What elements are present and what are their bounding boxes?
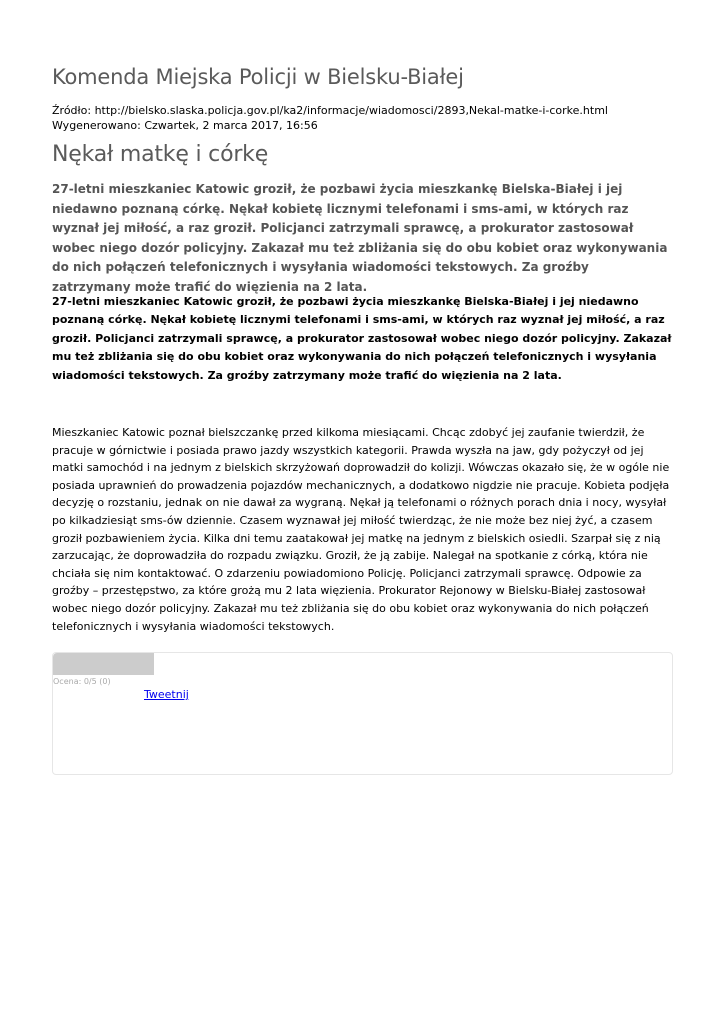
article-lead: 27-letni mieszkaniec Katowic groził, że pozbawi życia mieszkankę Bielska-Białej i jej niedawno poznaną córkę. Nękał kobietę licznymi telefonami i sms-ami, w których raz wyznał jej miłość, a raz groził. Policjanci zatrzymali sprawcę, a prokurator zastosował wobec niego dozór policyjny. Zakazał mu też zbliżania się do obu kobiet oraz wykonywania do nich połączeń telefonicznych i wysyłania wiadomości tekstowych. Za groźby zatrzymany może trafić do więzienia na 2 lata.	[52, 182, 668, 294]
document-meta	[52, 103, 608, 133]
rating-label: Ocena: 0/5 (0)	[53, 677, 111, 686]
rating-stars-bar[interactable]	[53, 653, 154, 675]
article-body: Mieszkaniec Katowic poznał bielszczankę przed kilkoma miesiącami. Chcąc zdobyć jej zaufanie twierdził, że pracuje w górnictwie i posiada prawo jazdy wszystkich kategorii. Prawda wyszła na jaw, gdy pożyczył od jej matki samochód i na jednym z bielskich skrzyżowań doprowadził do kolizji. Wówczas okazało się, że w ogóle nie posiada uprawnień do prowadzenia pojazdów mechanicznych, a dodatkowo nigdzie nie pracuje. Kobieta podjęła decyzję o rozstaniu, jednak on nie dawał za wygraną. Nękał ją telefonami o różnych porach dnia i nocy, wysyłał po kilkadziesiąt sms-ów dziennie. Czasem wyznawał jej miłość twierdząc, że nie może bez niej żyć, a czasem groził pozbawieniem życia. Kilka dni temu zaatakował jej matkę na jednym z bielskich osiedli. Szarpał się z nią zarzucając, że doprowadziła do rozpadu związku. Groził, że ją zabije. Nalegał na spotkanie z córką, która nie chciała się nim kontaktować. O zdarzeniu powiadomiono Policję. Policjanci zatrzymali sprawcę. Odpowie za groźby – przestępstwo, za które grożą mu 2 lata więzienia. Prokurator Rejonowy w Bielsku-Białej zastosował wobec niego dozór policyjny. Zakazał mu też zbliżania się do obu kobiet oraz wykonywania do nich połączeń telefonicznych i wysyłania wiadomości tekstowych.	[52, 426, 670, 633]
source-line: Źródło: http://bielsko.slaska.policja.gov.pl/ka2/informacje/wiadomosci/2893,Nekal-matke-i-corke.html	[52, 104, 608, 117]
article-lead-repeat: 27-letni mieszkaniec Katowic groził, że pozbawi życia mieszkankę Bielska-Białej i jej niedawno poznaną córkę. Nękał kobietę licznymi telefonami i sms-ami, w których raz wyznał jej miłość, a raz groził. Policjanci zatrzymali sprawcę, a prokurator zastosował wobec niego dozór policyjny. Zakazał mu też zbliżania się do obu kobiet oraz wykonywania do nich połączeń telefonicznych i wysyłania wiadomości tekstowych. Za groźby zatrzymany może trafić do więzienia na 2 lata.	[52, 295, 672, 382]
article-title: Nękał matkę i córkę	[52, 142, 269, 167]
tweet-link[interactable]: Tweetnij	[144, 688, 189, 701]
generated-line: Wygenerowano: Czwartek, 2 marca 2017, 16:56	[52, 119, 318, 132]
site-title: Komenda Miejska Policji w Bielsku-Białej	[52, 65, 464, 89]
rating-panel	[52, 652, 673, 775]
